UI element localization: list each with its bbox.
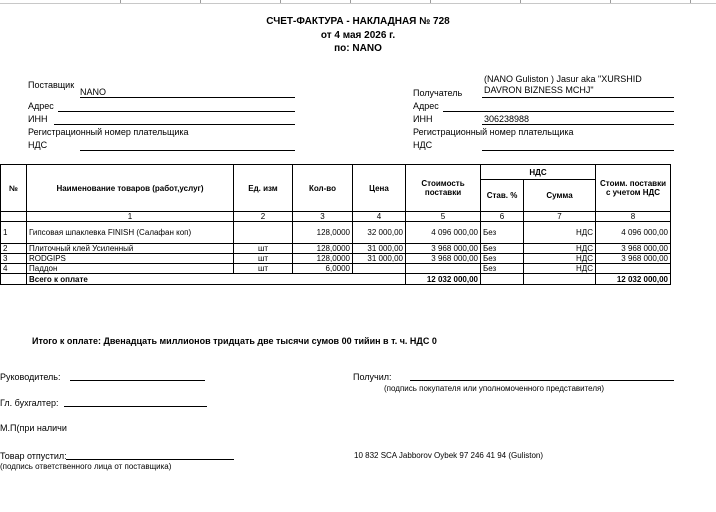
column-number-row [1,212,671,222]
supplier-value: NANO [80,87,107,97]
released-note: (подпись ответственного лица от поставщика) [0,462,172,471]
row-vat-rate: Без [481,254,524,264]
row-cost: 3 968 000,00 [406,254,481,264]
header-price: Цена [353,165,406,212]
document-contract: по: NANO [334,43,382,54]
supplier-label: Поставщик [28,80,75,90]
receiver-vat-label: НДС [413,140,433,150]
row-unit: шт [234,254,293,264]
receiver-inn-label: ИНН [413,114,433,124]
receiver-reg-label: Регистрационный номер плательщика [413,127,574,137]
row-qty: 128,0000 [293,254,353,264]
total-with-vat: 12 032 000,00 [596,274,671,285]
top-toolbar-strip [0,0,716,4]
header-qty: Кол-во [293,165,353,212]
column-number: 3 [293,212,353,222]
supplier-inn-underline [54,124,295,125]
table-header-row [1,165,671,180]
row-qty: 128,0000 [293,244,353,254]
receiver-value-line2: DAVRON BIZNESS MCHJ" [484,85,594,95]
header-vat-sum: Сумма [524,180,596,212]
receiver-label: Получатель [413,88,463,98]
row-qty: 128,0000 [293,222,353,244]
column-number: 7 [524,212,596,222]
row-vat-sum: НДС [524,254,596,264]
row-vat-rate: Без [481,264,524,274]
table-row [1,264,671,274]
row-no: 4 [1,264,27,274]
supplier-reg-label: Регистрационный номер плательщика [28,127,189,137]
column-number: 5 [406,212,481,222]
receiver-value-line1: (NANO Guliston ) Jasur aka "XURSHID [484,74,642,84]
amount-in-words: Итого к оплате: Двенадцать миллионов тридцать две тысячи сумов 00 тийин в т. ч. НДС 0 [32,336,437,346]
column-number: 4 [353,212,406,222]
document-date: от 4 мая 2026 г. [320,30,396,41]
receiver-inn-value: 306238988 [484,114,530,124]
row-total: 3 968 000,00 [596,244,671,254]
stamp-label: М.П(при наличи [0,423,67,433]
row-no: 2 [1,244,27,254]
receiver-address-underline [443,111,674,112]
header-no: № [1,165,27,212]
supplier-underline [80,97,295,98]
row-price [353,264,406,274]
receiver-address-label: Адрес [413,101,439,111]
contact-info: 10 832 SCA Jabborov Oybek 97 246 41 94 (Guliston) [354,451,544,460]
supplier-inn-label: ИНН [28,114,48,124]
header-name: Наименование товаров (работ,услуг) [27,165,234,212]
row-vat-rate: Без [481,222,524,244]
row-unit: шт [234,244,293,254]
document-title: СЧЕТ-ФАКТУРА - НАКЛАДНАЯ № 728 [266,16,450,27]
received-note: (подпись покупателя или уполномоченного представителя) [384,384,605,393]
row-price: 31 000,00 [353,254,406,264]
supplier-vat-label: НДС [28,140,48,150]
column-number: 8 [596,212,671,222]
row-unit [234,222,293,244]
column-number: 2 [234,212,293,222]
accountant-label: Гл. бухгалтер: [0,398,59,408]
row-name: Гипсовая шпаклевка FINISH (Салафан коп) [27,222,234,244]
header-vat-rate: Став. % [481,180,524,212]
row-vat-sum: НДС [524,244,596,254]
row-name: Плиточный клей Усиленный [27,244,234,254]
received-label: Получил: [353,372,392,382]
director-signature-line [70,380,205,381]
row-unit: шт [234,264,293,274]
released-label: Товар отпустил: [0,451,67,461]
table-row [1,254,671,264]
total-cost: 12 032 000,00 [406,274,481,285]
column-number: 6 [481,212,524,222]
row-total: 3 968 000,00 [596,254,671,264]
row-vat-rate: Без [481,244,524,254]
receiver-underline [482,97,674,98]
row-cost: 4 096 000,00 [406,222,481,244]
header-unit: Ед. изм [234,165,293,212]
supplier-vat-underline [80,150,295,151]
row-total: 4 096 000,00 [596,222,671,244]
received-signature-line [410,380,674,381]
row-price: 31 000,00 [353,244,406,254]
director-label: Руководитель: [0,372,61,382]
row-name: RODGIPS [27,254,234,264]
receiver-vat-underline [482,150,674,151]
accountant-signature-line [64,406,207,407]
table-row [1,222,671,244]
receiver-inn-underline [482,124,674,125]
row-price: 32 000,00 [353,222,406,244]
row-qty: 6,0000 [293,264,353,274]
header-cost: Стоимость поставки [406,165,481,212]
row-total [596,264,671,274]
supplier-address-underline [58,111,295,112]
row-cost: 3 968 000,00 [406,244,481,254]
invoice-table [0,164,671,285]
row-vat-sum: НДС [524,222,596,244]
total-label: Всего к оплате [27,274,406,285]
supplier-address-label: Адрес [28,101,54,111]
row-no: 3 [1,254,27,264]
released-signature-line [66,459,234,460]
table-row [1,244,671,254]
column-number: 1 [27,212,234,222]
header-vat: НДС [481,165,596,180]
row-no: 1 [1,222,27,244]
row-vat-sum: НДС [524,264,596,274]
row-name: Паддон [27,264,234,274]
row-cost [406,264,481,274]
table-total-row [1,274,671,285]
header-total: Стоим. поставки с учетом НДС [596,165,671,212]
